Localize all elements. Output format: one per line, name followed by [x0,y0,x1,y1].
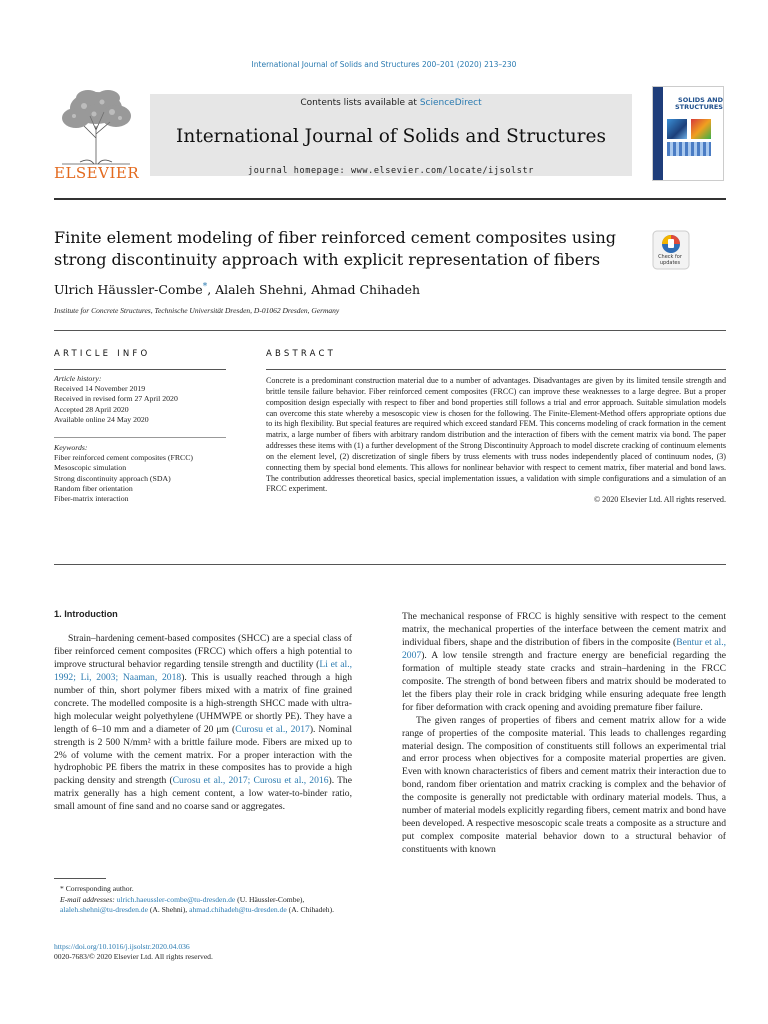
email-owner: (A. Chihadeh). [286,905,335,915]
homepage-prefix: journal homepage: [248,166,351,176]
journal-homepage [150,166,632,176]
elsevier-tree-icon [54,86,138,166]
cover-figure-2 [691,119,711,139]
doi-link[interactable]: https://doi.org/10.1016/j.ijsolstr.2020.04.036 [54,942,190,951]
issn-copyright: 0020-7683/© 2020 Elsevier Ltd. All rights reserved. [54,952,213,962]
history-item: Received 14 November 2019 [54,384,146,394]
text-run: ). This is usually reached through a high number of thin, short polymer fibers mixed with a matrix of fine grained concrete. The modelled composite is a high-strength SHCC made with ultra-high molecular weight polyethylene (UHMWPE or shortly PE). They have a length of 6–10 mm and a diameter of 20 μm ( [54,671,353,735]
cover-figure-1 [667,119,687,139]
journal-masthead [54,86,726,184]
citation-link[interactable]: Li et al., 1992; Li, 2003; Naaman, 2018 [54,658,353,683]
body-left-column [54,608,352,814]
keywords-label: Keywords: [54,443,88,452]
check-for-updates-label[interactable]: Check for updates [658,254,682,266]
abstract-bottom-rule [54,564,726,565]
contents-prefix: Contents lists available at [300,98,420,108]
article-title: Finite element modeling of fiber reinforced cement composites using strong discontinuity approach with explicit representation of fibers [54,228,617,269]
text-run: Strain–hardening cement-based composites (SHCC) are a special class of fiber reinforced cement composites (FRCC) which offers a high potential to improve structural behavior regarding tensile strength and ductility ( [54,632,352,670]
keyword-item: Mesoscopic simulation [54,463,127,473]
history-item: Received in revised form 27 April 2020 [54,394,178,404]
abstract-body [266,376,726,506]
text-run: ). The matrix generally has a high cement content, a low water-to-binder ratio, small amount of fine sand and no coarse sand or aggregates. [54,775,352,813]
article-info-heading: ARTICLE INFO [54,349,151,359]
email-link[interactable]: ulrich.haeussler-combe@tu-dresden.de [116,894,236,904]
citation-link[interactable]: Bentur et al., 2007 [402,636,726,661]
other-authors: , Alaleh Shehni, Ahmad Chihadeh [207,282,421,298]
corresponding-author-mark[interactable]: * [202,282,208,292]
citation-link[interactable]: Curosu et al., 2017 [235,723,310,735]
keyword-item: Random fiber orientation [54,483,133,493]
article-info-rule [54,369,226,370]
text-run: The mechanical response of FRCC is highly sensitive with respect to the cement matrix, the mechanical properties of the interface between the cement matrix and individual fibers, shape and the distribution of fibers in the composite ( [402,611,726,648]
footnote-rule [54,878,106,879]
cover-figure-3 [667,142,711,156]
keyword-item: Strong discontinuity approach (SDA) [54,473,171,483]
journal-cover-thumbnail[interactable] [652,86,724,181]
journal-banner [150,94,632,176]
elsevier-logo[interactable] [54,86,148,184]
keyword-item: Fiber reinforced cement composites (FRCC) [54,453,194,463]
info-rule [54,330,726,331]
author-list [54,282,420,297]
footnote-mark: * [60,884,64,893]
citation-link[interactable]: Curosu et al., 2017; Curosu et al., 2016 [172,775,329,787]
body-right-column [402,611,726,857]
text-run: ). Nominal strength is 2 500 N/mm² with a brittle failure mode. Fibers are mixed up to 2% of volume with the cement matrix. For a proper interaction with the hydrophobic PE fibers the matrix in these composites has to provide a high packing density and strength ( [54,723,352,787]
paragraph [402,611,726,715]
sciencedirect-link[interactable]: ScienceDirect [419,98,482,108]
history-item: Accepted 28 April 2020 [54,404,129,414]
email-label: E-mail addresses: [60,894,115,904]
history-label: Article history: [54,374,102,383]
keywords [54,443,226,504]
keywords-rule [54,437,226,438]
header-rule [54,198,726,200]
abstract-text: Concrete is a predominant construction material due to a number of advantages. Disadvantages are given by its limited tensile strength and brittle tensile failure behavior. Fiber reinforced cement composites (FRCC) can improve these weaknesses to a large degree. But a proper composition design especially with respect to fiber and bond properties still follows a trial and error approach. Suitable simulation models can overcome this state whereby a mesoscopic view is chosen for the following. The Finite-Element-Method offers appropriate options due to its high flexibility. But special features are required which exceed standard FEM. This concerns modeling of crack formation in the cement matrix, a large number of fibers with arbitrary random distribution and the interaction of fibers with the cement matrix via bond. The paper addresses these items with (1) a further development of the Strong Discontinuity Approach to model discrete cracking of continuum elements on the element level, (2) discretization of single fibers by truss elements with truss nodes independently placed of continuum nodes, (3) connecting them by special bond elements. This allows for nonlinear behavior with respect to cement matrix, fiber material and bond laws. The contribution addresses theoretical basics, special implementation issues, a validation with simple configurations and a simulation of an FRCC experiment. [266,376,726,494]
article-history [54,374,226,425]
cover-title: SOLIDS AND STRUCTURES [674,96,723,111]
section-heading-introduction: 1. Introduction [54,609,118,619]
journal-title: International Journal of Solids and Structures [176,126,606,147]
journal-reference-link[interactable]: International Journal of Solids and Structures 200–201 (2020) 213–230 [251,60,517,69]
email-owner: (U. Häussler-Combe), [235,894,305,904]
homepage-url[interactable]: www.elsevier.com/locate/ijsolstr [350,166,534,176]
elsevier-wordmark: ELSEVIER [54,164,140,182]
email-link[interactable]: alaleh.shehni@tu-dresden.de [60,905,148,915]
footnote-text: Corresponding author. [65,884,134,893]
abstract-heading: ABSTRACT [266,349,337,359]
article-meta [54,942,352,963]
abstract-copyright: © 2020 Elsevier Ltd. All rights reserved. [593,495,726,505]
cover-spine [653,87,663,180]
email-note [54,895,352,916]
footnotes [54,884,352,916]
email-owner: (A. Shehni), [147,905,190,915]
keyword-item: Fiber-matrix interaction [54,494,129,504]
abstract-rule [266,369,726,370]
text-run: ). A low tensile strength and fracture energy are beneficial regarding the formation of multiple steady state cracks and strain–hardening in the FRCC composite. The strength of bond between fibers and matrix should be moderated to let the fibers play their role in crack bridging while ensuring adequate free length for fiber deformation with crack opening and avoiding premature fiber failure. [402,649,726,713]
email-link[interactable]: ahmad.chihadeh@tu-dresden.de [189,905,287,915]
contents-line [150,98,632,108]
affiliation: Institute for Concrete Structures, Technische Universität Dresden, D-01062 Dresden, Germany [54,306,340,315]
history-item: Available online 24 May 2020 [54,414,149,424]
paragraph: The given ranges of properties of fibers and cement matrix allow for a wide range of properties of the composite material. This leads to challenges regarding material design. The composition of constituents still follows an experimental trial and error process when objectives for a composite material properties are given. Even with known characteristics of fibers and cement matrix their interaction due to bond, random fiber orientation and matrix cracking is complex and the behavior of the composite is generally not predictable with ordinary material models. Thus, a number of material models explicitly regarding fibers, cement matrix and bond have been developed. A respective mesoscopic scale treats a composite as a structure and put complex composite material behavior down to a structural behavior of constituents with known [402,714,726,856]
corresponding-author-note [54,884,352,895]
author-1: Ulrich Häussler-Combe [54,282,203,298]
paragraph [54,633,352,814]
